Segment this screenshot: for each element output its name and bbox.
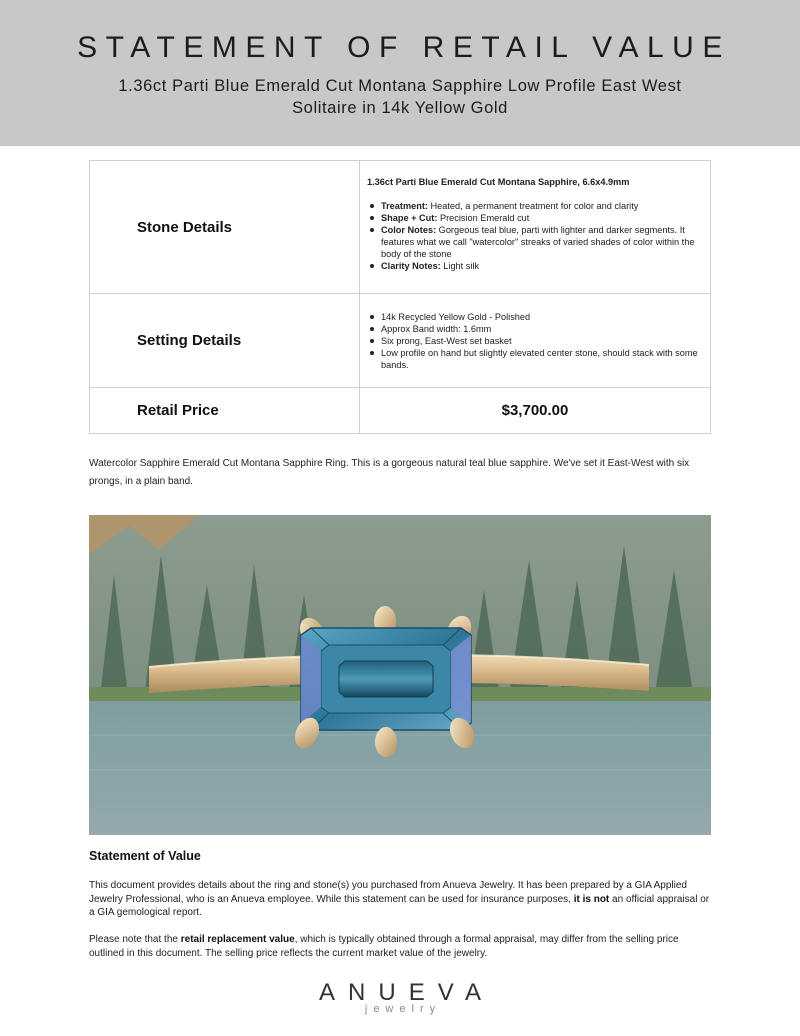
- setting-details-row: [90, 294, 711, 388]
- brand-logo: ANUEVA: [319, 979, 494, 1006]
- retail-price-label: Retail Price: [90, 388, 360, 434]
- header-banner: [0, 0, 800, 146]
- list-item: Clarity Notes: Light silk: [367, 260, 702, 272]
- brand-logo-subtitle: jewelry: [364, 1003, 442, 1015]
- stone-details-row: [90, 161, 711, 294]
- setting-details-list: [367, 311, 702, 371]
- stone-heading: 1.36ct Parti Blue Emerald Cut Montana Sapphire, 6.6x4.9mm: [367, 176, 630, 187]
- list-item: Approx Band width: 1.6mm: [367, 323, 702, 335]
- document-title: STATEMENT OF RETAIL VALUE: [77, 31, 731, 64]
- product-description: Watercolor Sapphire Emerald Cut Montana Sapphire Ring. This is a gorgeous natural teal blue sapphire. We've set it East-West with six prongs, in a plain band.: [89, 458, 690, 487]
- statement-paragraph-1: This document provides details about the ring and stone(s) you purchased from Anueva Jewelry. It has been prepared by a GIA Applied Jewelry Professional, who is an Anueva employee. While this statement can be used for insurance purposes, it is not an official appraisal or a GIA gemological report.: [89, 880, 710, 918]
- list-item: Color Notes: Gorgeous teal blue, parti with lighter and darker segments. It features what we call "watercolor" streaks of varied shades of color within the body of the stone: [367, 224, 702, 260]
- list-item: 14k Recycled Yellow Gold - Polished: [367, 311, 702, 323]
- list-item: Low profile on hand but slightly elevated center stone, should stack with some bands.: [367, 347, 702, 371]
- ring-photo: [89, 515, 711, 835]
- product-subtitle: 1.36ct Parti Blue Emerald Cut Montana Sapphire Low Profile East West Solitaire in 14k Yellow Gold: [118, 77, 682, 117]
- retail-price-row: [90, 388, 711, 434]
- retail-price-value: $3,700.00: [360, 388, 711, 434]
- list-item: Treatment: Heated, a permanent treatment for color and clarity: [367, 200, 702, 212]
- setting-details-label: Setting Details: [90, 294, 360, 388]
- list-item: Six prong, East-West set basket: [367, 335, 702, 347]
- stone-details-content: [360, 161, 711, 294]
- details-table: [89, 160, 711, 434]
- statement-paragraph-2: Please note that the retail replacement value, which is typically obtained through a formal appraisal, may differ from the selling price outlined in this document. The selling price reflects the current market value of the jewelry.: [89, 934, 679, 959]
- statement-title: Statement of Value: [89, 849, 201, 863]
- setting-details-content: [360, 294, 711, 388]
- stone-details-list: [367, 200, 702, 272]
- stone-details-label: Stone Details: [90, 161, 360, 294]
- list-item: Shape + Cut: Precision Emerald cut: [367, 212, 702, 224]
